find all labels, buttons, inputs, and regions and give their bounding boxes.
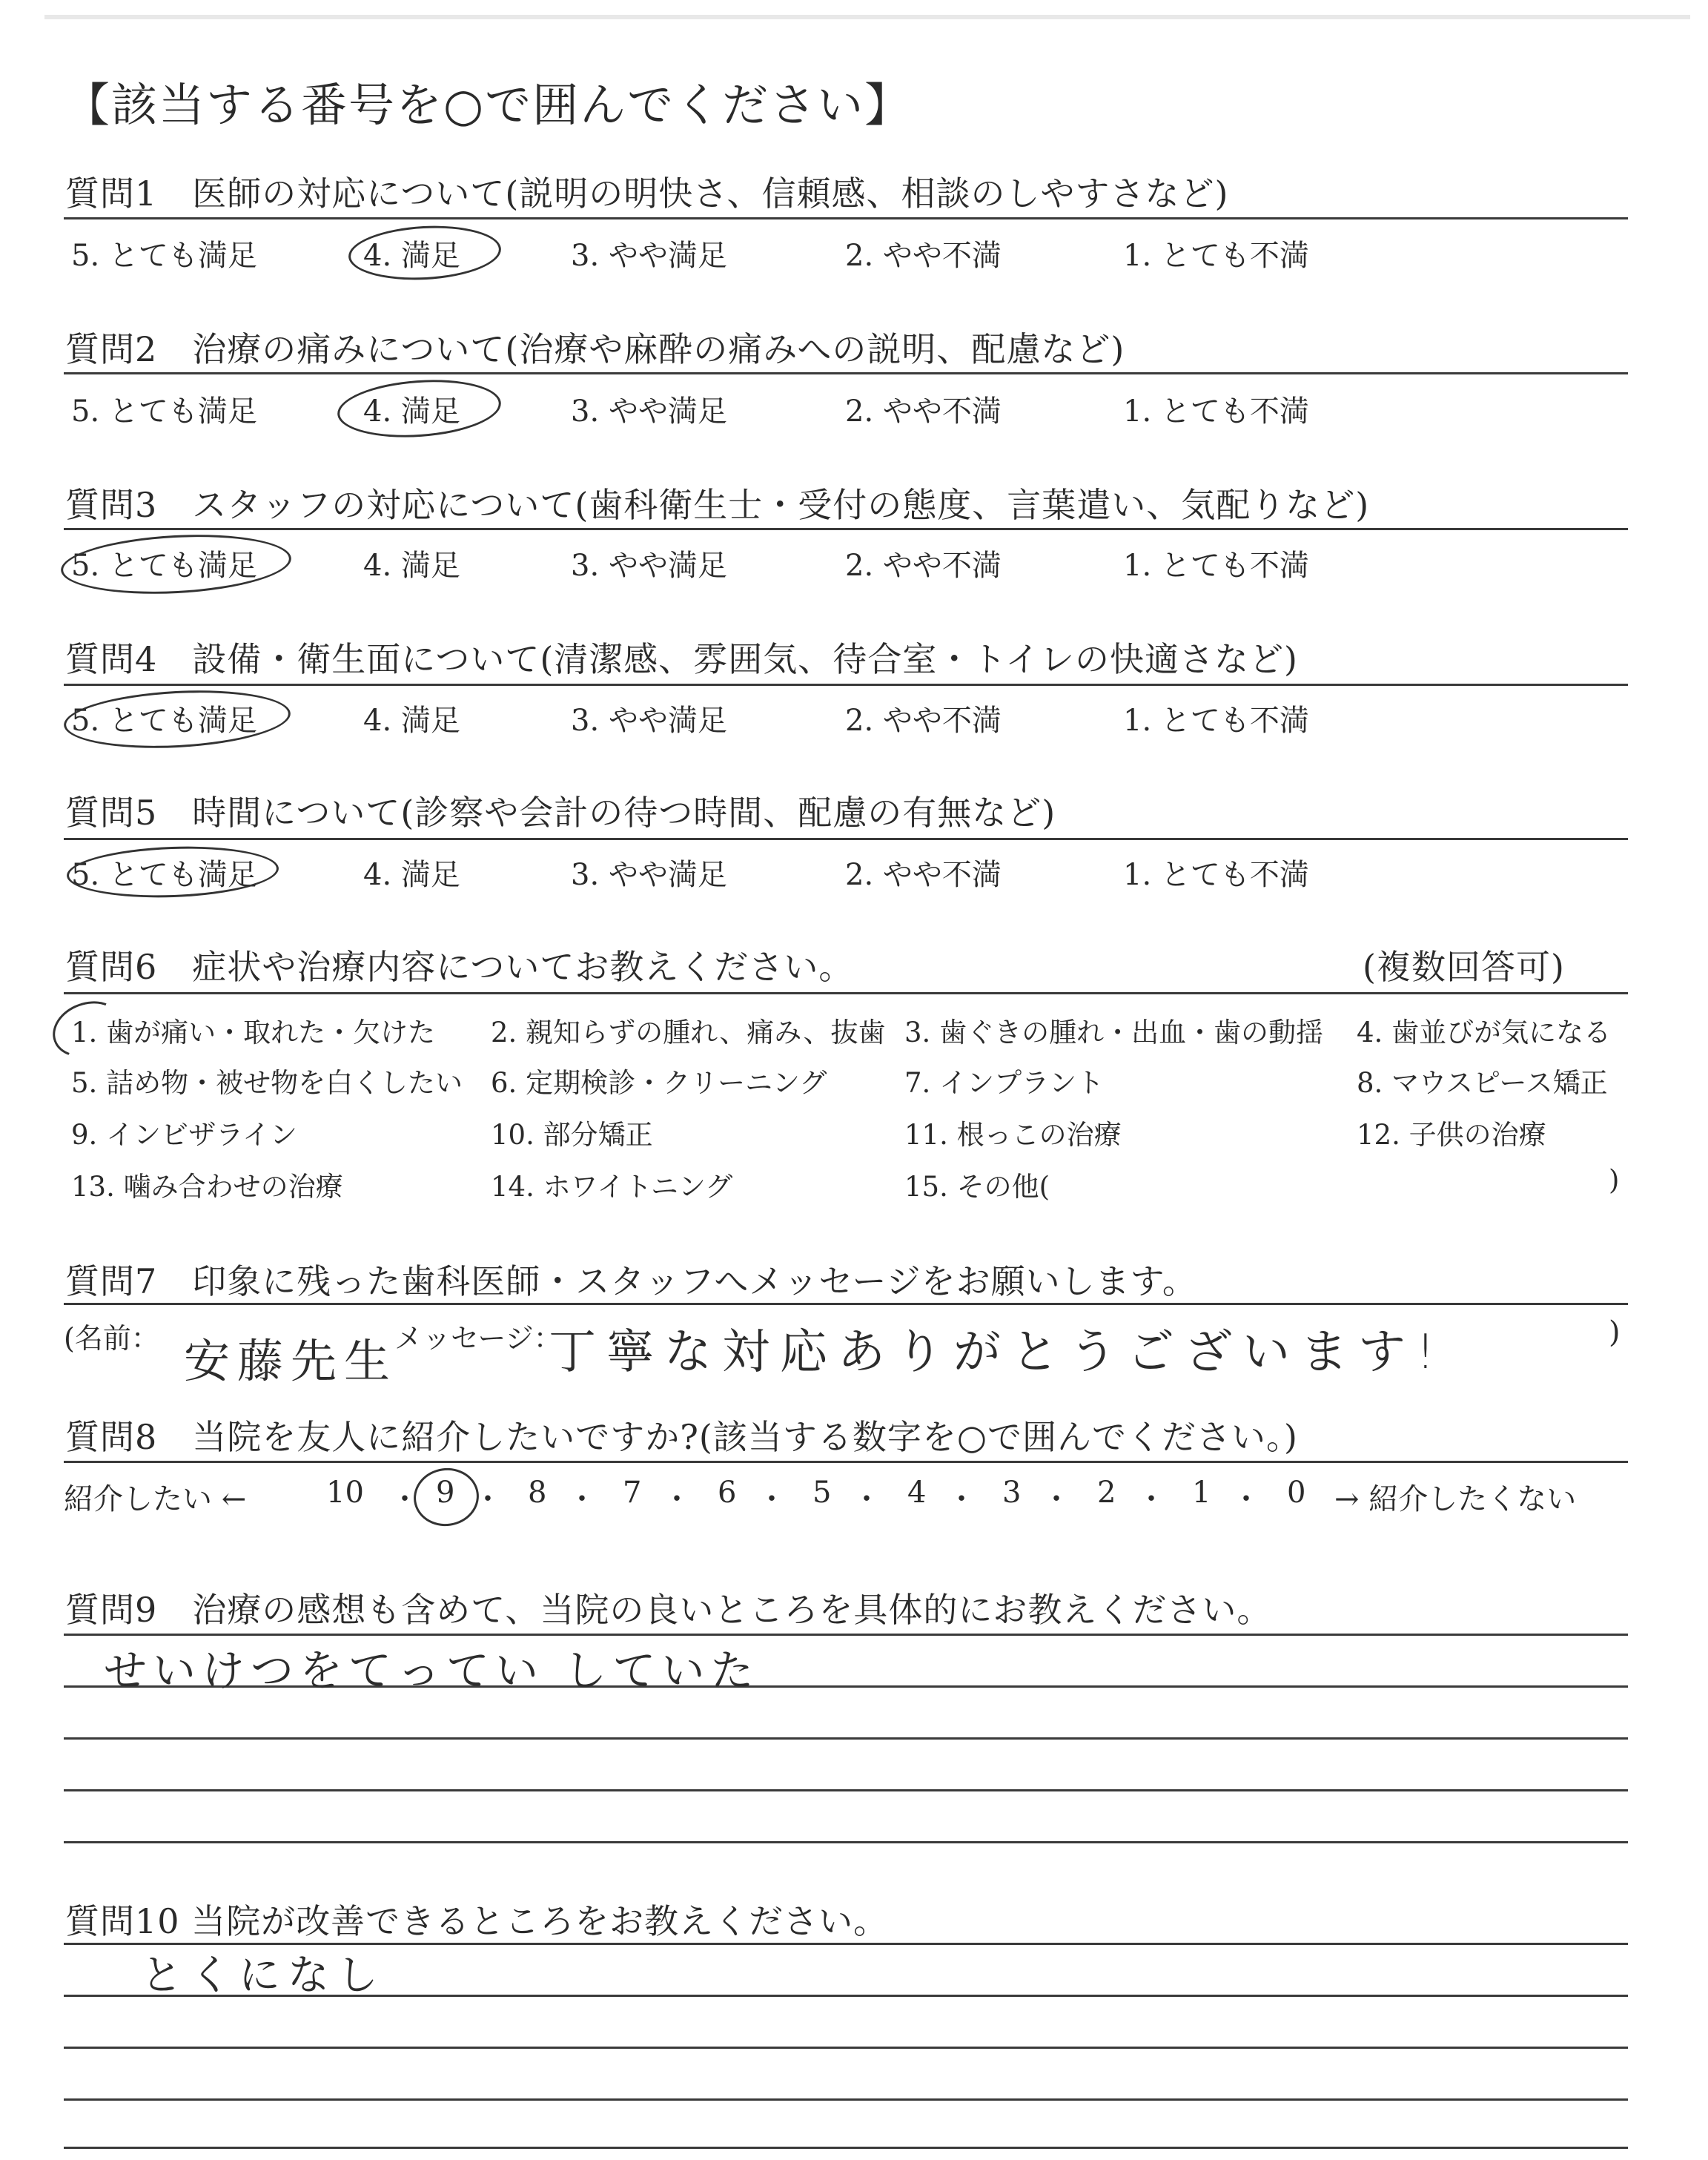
q8-scale-1[interactable]: 1 — [1192, 1476, 1211, 1510]
q10-heading: 質問10 当院が改善できるところをお教えください。 — [65, 1901, 889, 1941]
q5-option-2[interactable]: 2. やや不満 — [845, 858, 1002, 892]
q8-dot: ・ — [947, 1482, 976, 1516]
q6-selection-circle — [45, 992, 130, 1066]
q8-scale-5[interactable]: 5 — [812, 1476, 832, 1510]
q4-selection-circle — [62, 685, 292, 753]
q8-left-label: 紹介したい ← — [64, 1482, 247, 1516]
q1-option-5[interactable]: 5. とても満足 — [71, 239, 257, 273]
q6-item-2[interactable]: 2. 親知らずの腫れ、痛み、抜歯 — [491, 1017, 886, 1048]
q5-option-1[interactable]: 1. とても不満 — [1123, 858, 1309, 892]
q10-rule-3 — [64, 2047, 1628, 2049]
scan-edge — [44, 15, 1690, 19]
q3-rule — [64, 528, 1628, 530]
q6-heading: 質問6 症状や治療内容についてお教えください。 — [65, 947, 854, 987]
q1-rule — [64, 217, 1628, 219]
q8-dot: ・ — [757, 1482, 787, 1516]
q7-rule — [64, 1303, 1628, 1305]
q8-dot: ・ — [390, 1482, 420, 1516]
q6-rule — [64, 992, 1628, 994]
q3-option-5[interactable]: 5. とても満足 — [71, 549, 257, 583]
q6-item-8[interactable]: 8. マウスピース矯正 — [1357, 1067, 1608, 1099]
q2-selection-circle — [336, 374, 503, 442]
q8-dot: ・ — [567, 1482, 597, 1516]
q1-option-1[interactable]: 1. とても不満 — [1123, 239, 1309, 273]
q4-option-2[interactable]: 2. やや不満 — [845, 704, 1002, 738]
q6-item-3[interactable]: 3. 歯ぐきの腫れ・出血・歯の動揺 — [904, 1017, 1324, 1048]
q8-heading: 質問8 当院を友人に紹介したいですか?(該当する数字を○で囲んでください。) — [65, 1417, 1298, 1457]
q6-item-4[interactable]: 4. 歯並びが気になる — [1357, 1017, 1612, 1048]
q7-heading: 質問7 印象に残った歯科医師・スタッフへメッセージをお願いします。 — [65, 1261, 1197, 1301]
q8-scale-4[interactable]: 4 — [907, 1476, 927, 1510]
q2-heading: 質問2 治療の痛みについて(治療や麻酔の痛みへの説明、配慮など) — [65, 329, 1125, 369]
q8-dot: ・ — [662, 1482, 692, 1516]
q9-answer-handwritten[interactable]: せいけつをてってい していた — [104, 1645, 760, 1696]
q8-scale-10[interactable]: 10 — [326, 1476, 364, 1510]
q2-rule — [64, 372, 1628, 374]
q9-heading: 質問9 治療の感想も含めて、当院の良いところを具体的にお教えください。 — [65, 1590, 1272, 1630]
q4-option-5[interactable]: 5. とても満足 — [71, 704, 257, 738]
q8-dot: ・ — [852, 1482, 881, 1516]
q4-option-3[interactable]: 3. やや満足 — [571, 704, 727, 738]
q1-heading: 質問1 医師の対応について(説明の明快さ、信頼感、相談のしやすさなど) — [65, 174, 1229, 214]
q3-option-2[interactable]: 2. やや不満 — [845, 549, 1002, 583]
q5-rule — [64, 838, 1628, 840]
q4-option-1[interactable]: 1. とても不満 — [1123, 704, 1309, 738]
q7-close-paren: ) — [1609, 1315, 1621, 1350]
q7-message-handwritten[interactable]: 丁寧な対応ありがとうございます! — [549, 1325, 1446, 1380]
q5-option-5[interactable]: 5. とても満足 — [71, 858, 257, 892]
q6-item-1[interactable]: 1. 歯が痛い・取れた・欠けた — [71, 1017, 436, 1048]
q3-option-3[interactable]: 3. やや満足 — [571, 549, 727, 583]
q8-dot: ・ — [1136, 1482, 1166, 1516]
q6-note: (複数回答可) — [1363, 947, 1565, 987]
q3-option-4[interactable]: 4. 満足 — [363, 549, 460, 583]
q8-rule — [64, 1461, 1628, 1463]
q2-option-3[interactable]: 3. やや満足 — [571, 394, 727, 429]
q6-item-12[interactable]: 12. 子供の治療 — [1357, 1119, 1546, 1151]
q7-name-handwritten[interactable]: 安藤先生 — [184, 1334, 398, 1388]
q9-rule-5 — [64, 1841, 1628, 1843]
q6-item-9[interactable]: 9. インビザライン — [71, 1119, 297, 1151]
q5-heading: 質問5 時間について(診察や会計の待つ時間、配慮の有無など) — [65, 793, 1056, 833]
q8-scale-0[interactable]: 0 — [1287, 1476, 1306, 1510]
q6-item-13[interactable]: 13. 噛み合わせの治療 — [71, 1171, 343, 1203]
q8-dot: ・ — [473, 1482, 503, 1516]
q2-option-1[interactable]: 1. とても不満 — [1123, 394, 1309, 429]
q6-item-10[interactable]: 10. 部分矯正 — [491, 1119, 653, 1151]
q8-scale-3[interactable]: 3 — [1002, 1476, 1022, 1510]
q6-item-14[interactable]: 14. ホワイトニング — [491, 1171, 733, 1203]
q4-rule — [64, 684, 1628, 686]
q6-item-5[interactable]: 5. 詰め物・被せ物を白くしたい — [71, 1067, 463, 1099]
q6-item-7[interactable]: 7. インプラント — [904, 1067, 1105, 1099]
q9-rule-4 — [64, 1789, 1628, 1791]
q8-scale-2[interactable]: 2 — [1097, 1476, 1116, 1510]
q1-option-4[interactable]: 4. 満足 — [363, 239, 460, 273]
q9-rule-3 — [64, 1737, 1628, 1740]
q3-selection-circle — [59, 529, 293, 599]
q8-scale-6[interactable]: 6 — [718, 1476, 737, 1510]
q2-option-2[interactable]: 2. やや不満 — [845, 394, 1002, 429]
q8-scale-8[interactable]: 8 — [528, 1476, 547, 1510]
q6-item-11[interactable]: 11. 根っこの治療 — [904, 1119, 1122, 1151]
q3-heading: 質問3 スタッフの対応について(歯科衛生士・受付の態度、言葉遣い、気配りなど) — [65, 485, 1370, 525]
q4-heading: 質問4 設備・衛生面について(清潔感、雰囲気、待合室・トイレの快適さなど) — [65, 639, 1298, 679]
q7-name-label: (名前： — [64, 1322, 159, 1355]
q5-option-4[interactable]: 4. 満足 — [363, 858, 460, 892]
q6-item-6[interactable]: 6. 定期検診・クリーニング — [491, 1067, 827, 1099]
q10-rule-4 — [64, 2098, 1628, 2101]
q10-answer-handwritten[interactable]: とくになし — [141, 1952, 385, 2000]
q2-option-4[interactable]: 4. 満足 — [363, 394, 460, 429]
q3-option-1[interactable]: 1. とても不満 — [1123, 549, 1309, 583]
q8-right-label: → 紹介したくない — [1334, 1482, 1577, 1516]
q8-dot: ・ — [1042, 1482, 1071, 1516]
q6-other-close: ) — [1609, 1164, 1620, 1196]
q4-option-4[interactable]: 4. 満足 — [363, 704, 460, 738]
q1-option-3[interactable]: 3. やや満足 — [571, 239, 727, 273]
page-title: 【該当する番号を○で囲んでください】 — [64, 78, 913, 132]
q8-scale-9[interactable]: 9 — [436, 1476, 455, 1510]
q6-item-15[interactable]: 15. その他( — [904, 1171, 1050, 1203]
q10-rule-5 — [64, 2147, 1628, 2149]
q8-selection-circle — [410, 1464, 483, 1530]
q2-option-5[interactable]: 5. とても満足 — [71, 394, 257, 429]
q8-scale-7[interactable]: 7 — [623, 1476, 642, 1510]
q1-option-2[interactable]: 2. やや不満 — [845, 239, 1002, 273]
q7-message-label: メッセージ： — [394, 1322, 562, 1355]
q5-option-3[interactable]: 3. やや満足 — [571, 858, 727, 892]
q8-dot: ・ — [1231, 1482, 1261, 1516]
